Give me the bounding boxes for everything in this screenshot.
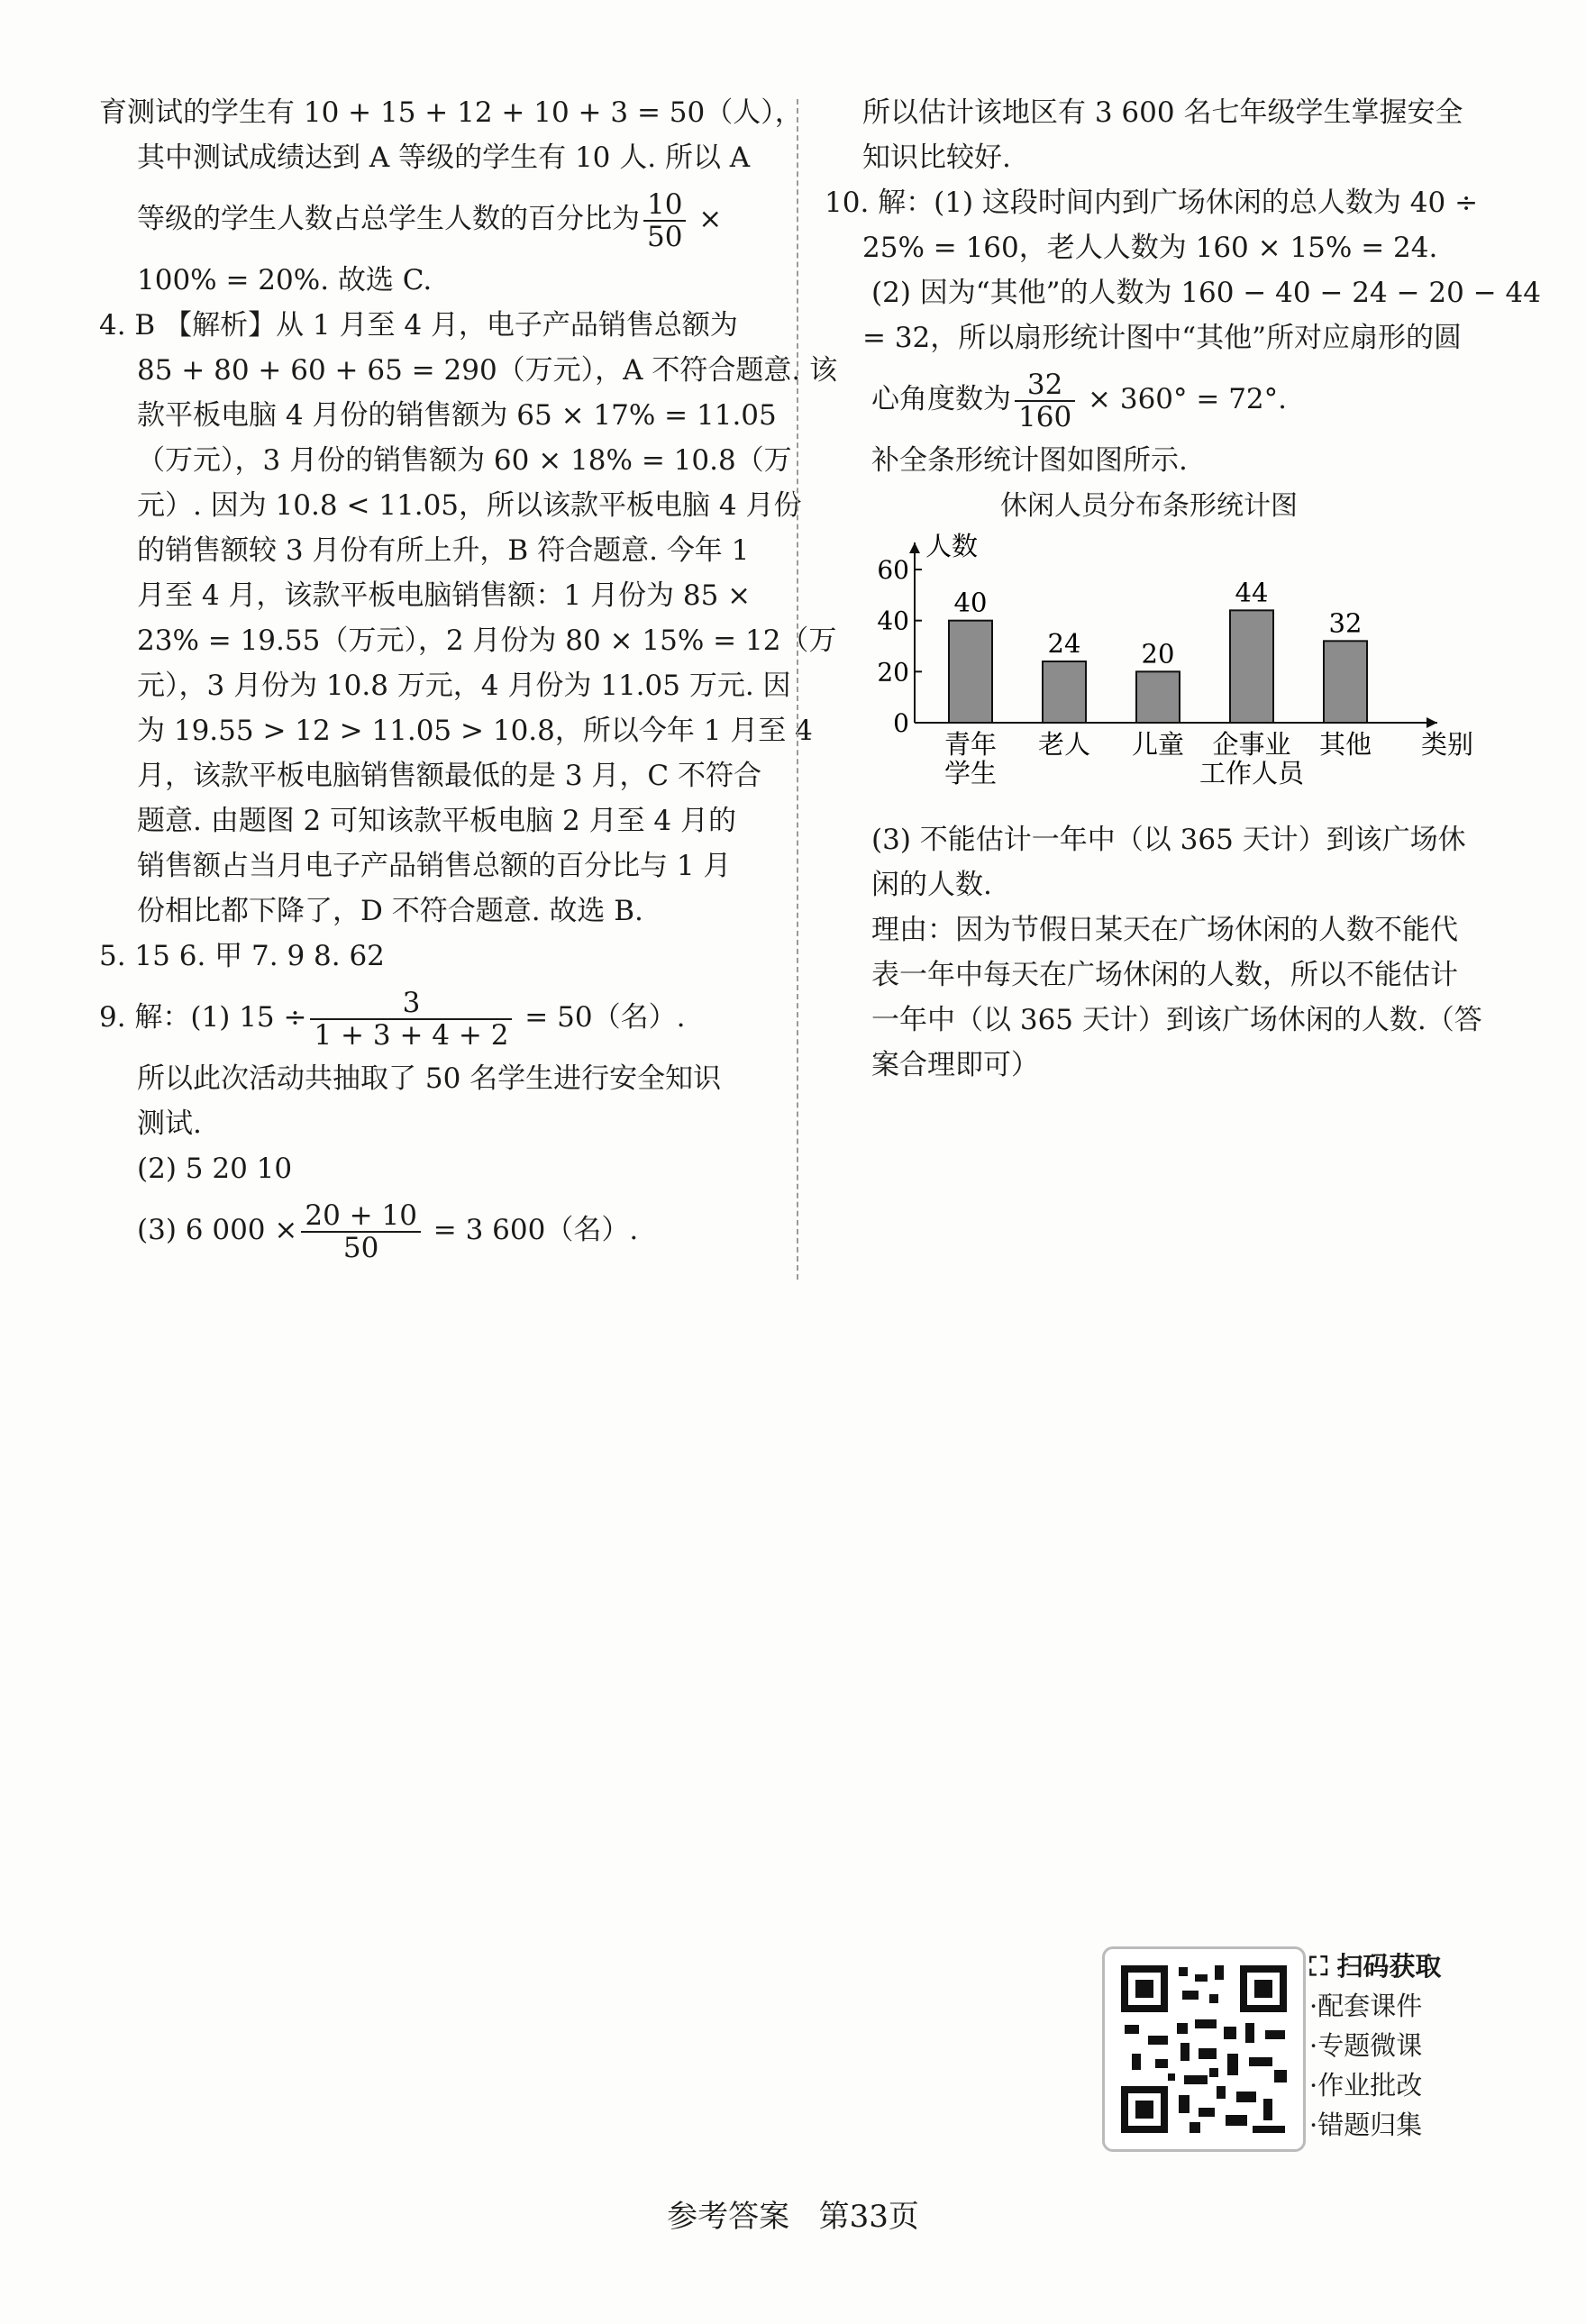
page-footer	[0, 2192, 1586, 2236]
text-line: 元），3 月份为 10.8 万元，4 月份为 11.05 万元. 因	[137, 670, 791, 702]
text-line: 销售额占当月电子产品销售总额的百分比与 1 月	[137, 850, 732, 882]
bar-value-label: 40	[953, 587, 988, 618]
x-axis-arrow	[1426, 717, 1437, 728]
text-line: 知识比较好.	[862, 141, 1011, 174]
y-tick-label: 20	[877, 657, 909, 688]
qr-feature-list	[1309, 1946, 1441, 2145]
x-tick-label: 学生	[943, 758, 998, 788]
x-tick-label: 儿童	[1131, 729, 1185, 760]
bar	[1043, 661, 1086, 723]
x-tick-label: 青年	[943, 729, 998, 760]
x-tick-label: 企事业	[1212, 729, 1291, 760]
bar-value-label: 24	[1047, 628, 1081, 659]
scan-icon: ⛶	[1309, 1951, 1337, 1982]
footer-label: 参考答案	[667, 2199, 790, 2235]
x-tick-label: 老人	[1037, 729, 1091, 760]
qr-code[interactable]	[1102, 1946, 1306, 2152]
y-axis-label: 人数	[925, 531, 979, 561]
bar-chart-svg	[861, 524, 1473, 795]
text-line: 补全条形统计图如图所示.	[871, 444, 1188, 477]
text-line: 5. 15 6. 甲 7. 9 8. 62	[99, 940, 385, 972]
y-axis-arrow	[909, 542, 920, 553]
text-line: （万元），3 月份的销售额为 60 × 18% = 10.8（万	[137, 444, 792, 477]
y-tick-label: 0	[893, 708, 909, 738]
text-line: 所以估计该地区有 3 600 名七年级学生掌握安全	[862, 96, 1463, 129]
bar-value-label: 44	[1235, 577, 1269, 608]
text-line: 的销售额较 3 月份有所上升，B 符合题意. 今年 1	[137, 534, 750, 567]
text-line-fraction: 9. 解：(1) 15 ÷ $\frac{3}{1 + 3 + 4 + 2}$ = 50（名）.	[99, 986, 686, 1052]
text-line: 10. 解：(1) 这段时间内到广场休闲的总人数为 40 ÷	[825, 187, 1479, 219]
qr-item: ·作业批改	[1309, 2070, 1423, 2101]
text-line: 其中测试成绩达到 A 等级的学生有 10 人. 所以 A	[137, 141, 751, 174]
text-line: (3) 不能估计一年中（以 365 天计）到该广场休	[871, 824, 1466, 856]
text-line: 题意. 由题图 2 可知该款平板电脑 2 月至 4 月的	[137, 805, 736, 837]
x-tick-label: 其他	[1318, 729, 1372, 760]
text-line: 23% = 19.55（万元），2 月份为 80 × 15% = 12（万	[137, 624, 837, 657]
text-line-fraction: (3) 6 000 × $\frac{20 + 10}{50}$ = 3 600（名）.	[137, 1198, 639, 1264]
fraction: $\frac{32}{160}$	[1015, 369, 1075, 433]
chart-title: 休闲人员分布条形统计图	[1000, 490, 1298, 522]
text-line: = 32，所以扇形统计图中“其他”所对应扇形的圆	[862, 322, 1462, 354]
bar-value-label: 32	[1328, 607, 1363, 639]
text-line: (2) 5 20 10	[137, 1153, 293, 1185]
bar	[1230, 610, 1273, 723]
qr-item: ·专题微课	[1309, 2030, 1423, 2061]
text-line: 理由：因为节假日某天在广场休闲的人数不能代	[871, 914, 1458, 946]
left-column	[99, 90, 838, 1269]
qr-item: ·错题归集	[1309, 2110, 1423, 2140]
text-line: 所以此次活动共抽取了 50 名学生进行安全知识	[137, 1062, 722, 1095]
fraction: $\frac{20 + 10}{50}$	[301, 1200, 421, 1263]
qr-item: ·配套课件	[1309, 1991, 1423, 2021]
text-line: 测试.	[137, 1107, 202, 1140]
text-line: 元）. 因为 10.8 < 11.05，所以该款平板电脑 4 月份	[137, 489, 802, 522]
qr-code-icon	[1105, 1949, 1303, 2149]
text-line: (2) 因为“其他”的人数为 160 − 40 − 24 − 20 − 44	[871, 277, 1542, 309]
text-line-fraction: 等级的学生人数占总学生人数的百分比为 $\frac{10}{50}$ ×	[137, 187, 723, 253]
text-line: 案合理即可）	[871, 1049, 1039, 1081]
text-line: 表一年中每天在广场休闲的人数，所以不能估计	[871, 959, 1458, 991]
text-line: 4. B 【解析】从 1 月至 4 月，电子产品销售总额为	[99, 309, 738, 342]
x-axis-label: 类别	[1421, 729, 1473, 760]
text-line-fraction: 心角度数为 $\frac{32}{160}$ × 360° = 72°.	[871, 368, 1288, 433]
text-line: 一年中（以 365 天计）到该广场休闲的人数.（答	[871, 1004, 1482, 1036]
text-line: 育测试的学生有 10 + 15 + 12 + 10 + 3 = 50（人），	[99, 96, 803, 129]
bar	[1324, 641, 1367, 723]
y-tick-label: 60	[877, 555, 909, 585]
bar-value-label: 20	[1141, 638, 1175, 670]
y-tick-label: 40	[877, 606, 909, 636]
qr-heading: ⛶ 扫码获取	[1309, 1951, 1442, 1982]
text-line: 月，该款平板电脑销售额最低的是 3 月，C 不符合	[137, 760, 762, 792]
page-number: 第33页	[818, 2199, 919, 2235]
chart-canvas	[861, 524, 1509, 808]
x-tick-label: 工作人员	[1199, 758, 1305, 788]
bar	[1136, 671, 1180, 723]
text-line: 为 19.55 > 12 > 11.05 > 10.8，所以今年 1 月至 4	[137, 715, 813, 747]
text-line: 款平板电脑 4 月份的销售额为 65 × 17% = 11.05	[137, 399, 777, 432]
text-line: 份相比都下降了，D 不符合题意. 故选 B.	[137, 895, 643, 927]
right-column	[825, 90, 1542, 1088]
column-divider	[797, 99, 798, 1280]
fraction: $\frac{10}{50}$	[643, 189, 686, 252]
fraction: $\frac{3}{1 + 3 + 4 + 2}$	[310, 988, 512, 1051]
bar-chart	[861, 488, 1509, 808]
bar	[949, 621, 992, 723]
text-line: 85 + 80 + 60 + 65 = 290（万元），A 不符合题意. 该	[137, 354, 838, 387]
text-line: 闲的人数.	[871, 869, 992, 901]
text-line: 100% = 20%. 故选 C.	[137, 264, 433, 296]
text-line: 25% = 160，老人人数为 160 × 15% = 24.	[862, 232, 1438, 264]
text-line: 月至 4 月，该款平板电脑销售额：1 月份为 85 ×	[137, 579, 752, 612]
